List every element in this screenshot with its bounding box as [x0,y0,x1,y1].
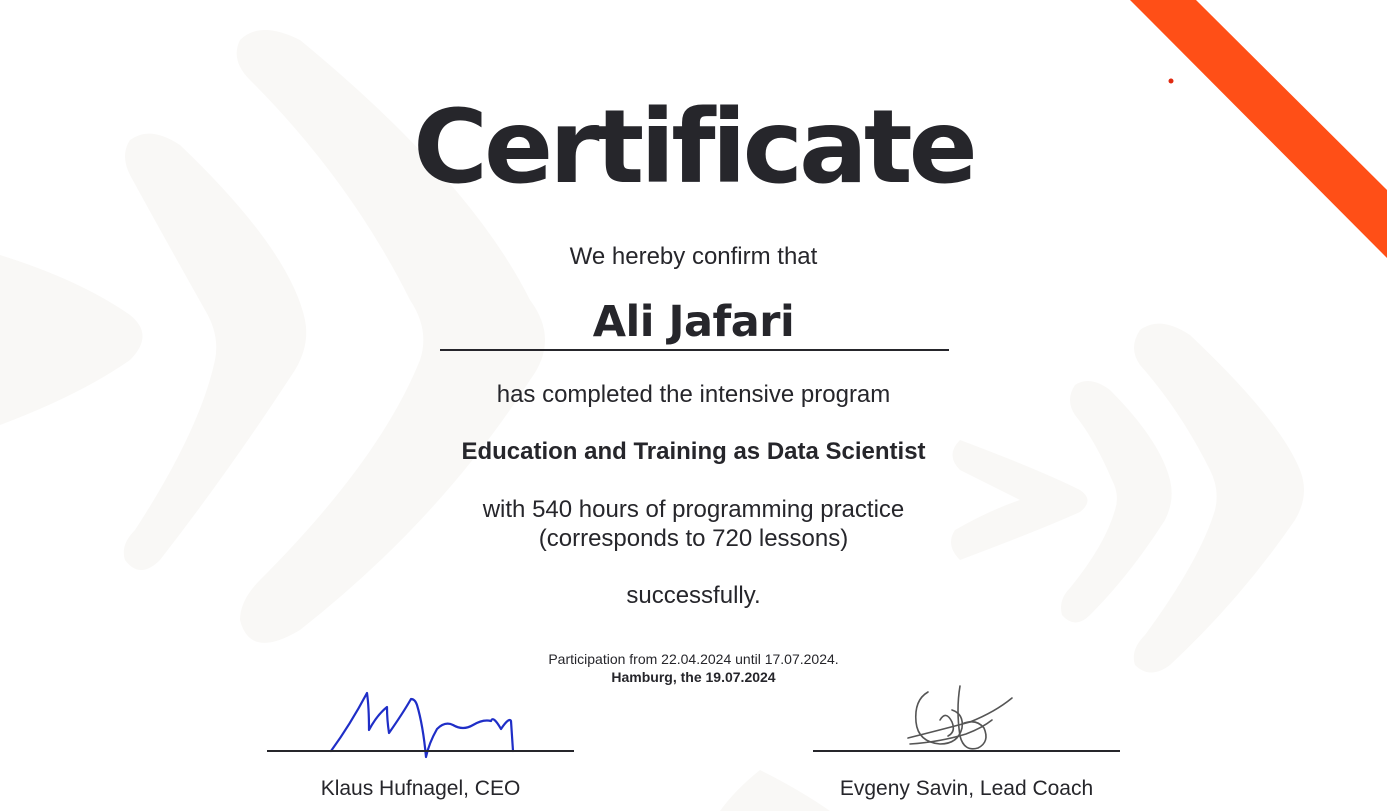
hours-line-1: with 540 hours of programming practice [482,496,905,523]
participation-dates: Participation from 22.04.2024 until 17.07.2024. [548,651,839,667]
confirm-text: We hereby confirm that [569,243,818,270]
hours-line-2: (corresponds to 720 lessons) [538,525,849,552]
accent-dot [1169,79,1174,84]
ceo-signature [325,685,525,760]
ceo-signature-line [267,750,574,752]
completed-text: has completed the intensive program [496,381,891,408]
hours-text [0,495,1387,553]
place-and-date: Hamburg, the 19.07.2024 [611,669,776,685]
certificate-title: Certificate [413,88,974,207]
ceo-name: Klaus Hufnagel, CEO [320,777,521,800]
lead-coach-signature [900,680,1020,755]
successfully-text: successfully. [626,582,761,609]
program-name: Education and Training as Data Scientist [461,438,926,465]
lead-coach-signature-line [813,750,1120,752]
name-underline [440,349,949,351]
recipient-name: Ali Jafari [592,297,795,347]
lead-coach-name: Evgeny Savin, Lead Coach [839,777,1094,800]
